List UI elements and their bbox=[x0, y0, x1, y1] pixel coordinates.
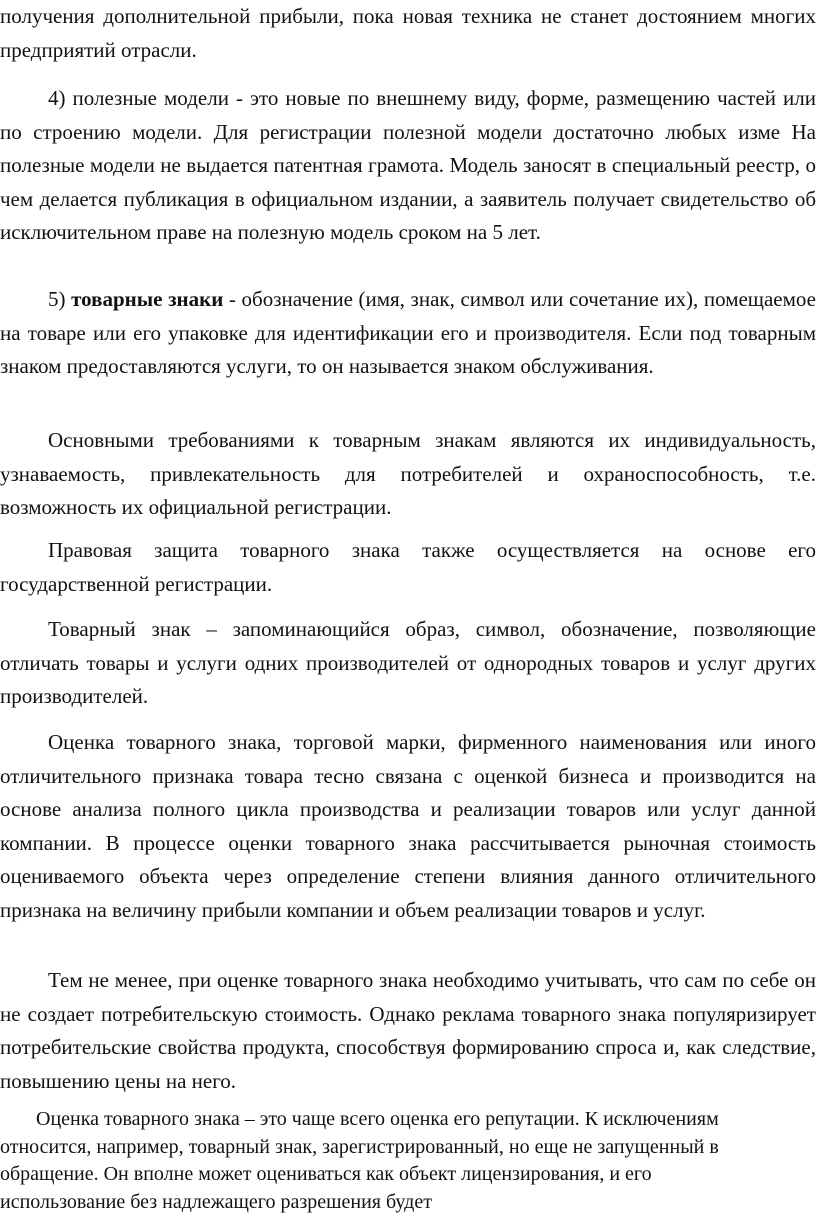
paragraph-legal-protection bbox=[0, 534, 816, 601]
paragraph-text: Правовая защита товарного знака также осуществляется на основе его государственной регистрации. bbox=[0, 538, 816, 596]
paragraph-text: получения дополнительной прибыли, пока новая техника не станет достоянием многих предприятий отрасли. bbox=[0, 4, 816, 62]
paragraph-text: Товарный знак – запоминающийся образ, символ, обозначение, позволяющие отличать товары и услуги одних производителей от однородных товаров и услуг других производителей. bbox=[0, 617, 816, 709]
paragraph-text bbox=[0, 283, 816, 384]
paragraph-consumer-value bbox=[0, 964, 816, 1098]
paragraph-utility-models bbox=[0, 82, 816, 250]
paragraph-text: 4) полезные модели - это новые по внешнему виду, форме, размещению частей или по строению модели. Для регистрации полезной модели достаточно любых изме На полезные модели не выдается патентная грамота. Модель заносят в специальный реестр, о чем делается публикация в официальном издании, а заявитель получает свидетельство об исключительном праве на полезную модель сроком на 5 лет. bbox=[0, 86, 816, 245]
bold-term: товарные знаки bbox=[71, 287, 224, 311]
paragraph-trademarks bbox=[0, 283, 816, 384]
paragraph-continuation bbox=[0, 0, 816, 67]
paragraph-definition bbox=[0, 613, 816, 714]
paragraph-requirements bbox=[0, 424, 816, 525]
paragraph-text: Основными требованиями к товарным знакам являются их индивидуальность, узнаваемость, привлекательность для потребителей и охраноспособность, т.е. возможность их официальной регистрации. bbox=[0, 428, 816, 520]
paragraph-reputation bbox=[0, 1106, 816, 1216]
paragraph-text: Оценка товарного знака, торговой марки, фирменного наименования или иного отличительного признака товара тесно связана с оценкой бизнеса и производится на основе анализа полного цикла производства и реализации товаров или услуг данной компании. В процессе оценки товарного знака рассчитывается рыночная стоимость оцениваемого объекта через определение степени влияния данного отличительного признака на величину прибыли компании и объем реализации товаров и услуг. bbox=[0, 730, 816, 922]
paragraph-valuation bbox=[0, 726, 816, 928]
paragraph-rest: - обозначение (имя, знак, символ или сочетание их), помещаемое на товаре или его упаковке для идентификации его и производителя. Если под товарным знаком предоставляются услуги, то он называется знаком обслуживания. bbox=[0, 287, 816, 379]
paragraph-text: Тем не менее, при оценке товарного знака необходимо учитывать, что сам по себе он не создает потребительскую стоимость. Однако реклама товарного знака популяризирует потребительские свойства продукта, способствуя формированию спроса и, как следствие, повышению цены на него. bbox=[0, 968, 816, 1093]
paragraph-text: Оценка товарного знака – это чаще всего оценка его репутации. К исключениям относится, например, товарный знак, зарегистрированный, но еще не запущенный в обращение. Он вполне может оцениваться как объект лицензирования, и его использование без надлежащего разрешения будет bbox=[0, 1108, 719, 1213]
list-number: 5) bbox=[48, 287, 72, 311]
